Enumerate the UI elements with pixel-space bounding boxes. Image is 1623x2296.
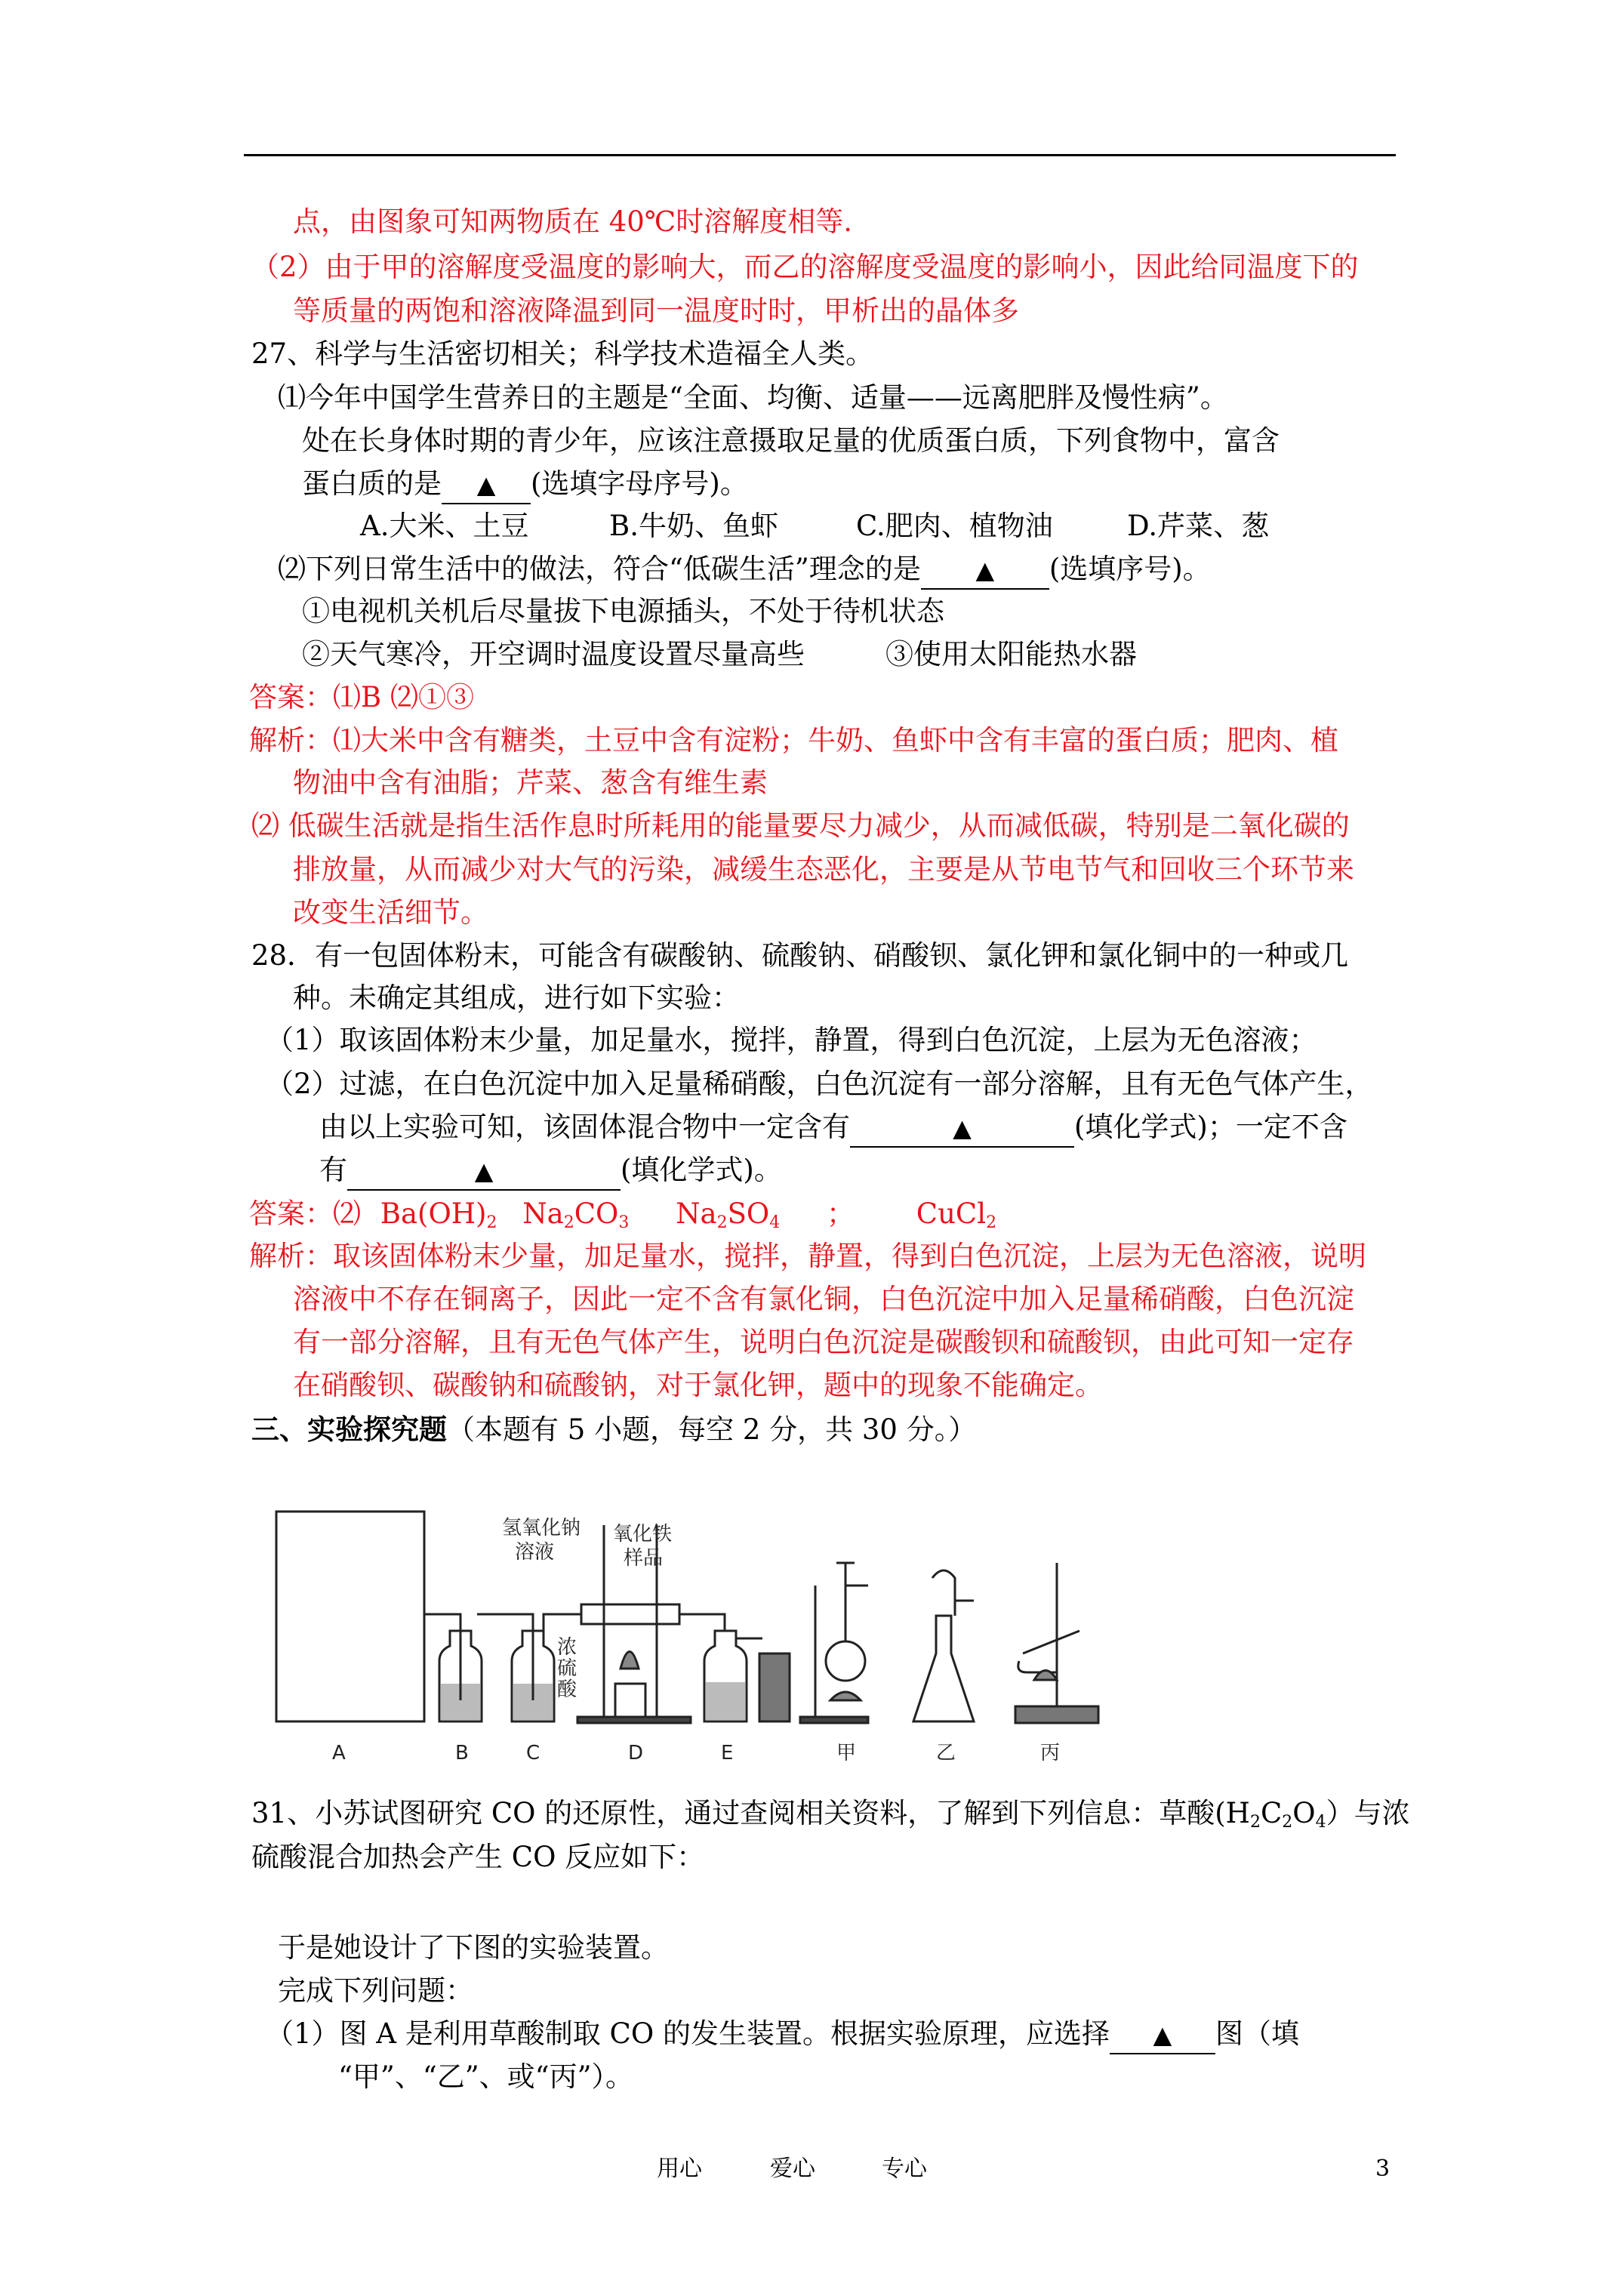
label-naoh-1: 氢氧化钠: [502, 1517, 581, 1539]
q31-line-5-pre: （1）图 A 是利用草酸制取 CO 的发生装置。根据实验原理，应选择: [266, 2017, 1110, 2050]
formula-2-sub2: 3: [618, 1213, 630, 1232]
blank-triangle-icon: ▲: [474, 1157, 494, 1185]
q27-item-3: ③使用太阳能热水器: [885, 638, 1137, 670]
q27-item-2: ②天气寒冷，开空调时温度设置尽量高些: [302, 638, 805, 670]
answer-blank-2[interactable]: [921, 551, 1049, 590]
q27-p2-line: [278, 551, 1211, 590]
apparatus-bing: [1015, 1563, 1098, 1723]
q28-analysis-3: 有一部分溶解，且有无色气体产生，说明白色沉淀是碳酸钡和硫酸钡，由此可知一定存: [293, 1326, 1354, 1358]
answer-blank-1[interactable]: [442, 466, 531, 504]
header-rule: [244, 154, 1396, 156]
q28-step-1: （1）取该固体粉末少量，加足量水，搅拌，静置，得到白色沉淀，上层为无色溶液；: [266, 1024, 1317, 1056]
top-line-3: 等质量的两饱和溶液降温到同一温度时时，甲析出的晶体多: [293, 294, 1019, 327]
answer-blank-5[interactable]: [1110, 2016, 1215, 2054]
formula-2-post: CO: [574, 1197, 619, 1230]
q31-sub-2: 2: [1282, 1813, 1293, 1832]
q28-line-1: 28．有一包固体粉末，可能含有碳酸钠、硫酸钠、硝酸钡、氯化钾和氯化铜中的一种或几: [251, 939, 1349, 972]
label-naoh-2: 溶液: [515, 1541, 555, 1564]
q27-p1-line1: ⑴今年中国学生营养日的主题是“全面、均衡、适量——远离肥胖及慢性病”。: [278, 381, 1228, 414]
q28-line-5-pre: 由以上实验可知，该固体混合物中一定含有: [319, 1111, 850, 1143]
section-3-title: 三、实验探究题: [251, 1413, 447, 1446]
blank-triangle-icon: ▲: [476, 470, 496, 499]
q28-line-6-pre: 有: [319, 1154, 347, 1186]
q31-line-5: [266, 2016, 1299, 2054]
answer-blank-4[interactable]: [347, 1152, 621, 1191]
label-acid-3: 酸: [557, 1678, 577, 1701]
q28-analysis-4: 在硝酸钡、碳酸钠和硫酸钠，对于氯化钾，题中的现象不能确定。: [293, 1369, 1103, 1401]
apparatus-figure: [272, 1502, 1374, 1771]
q28-line-5: [319, 1109, 1347, 1148]
apparatus-yi: [913, 1570, 974, 1721]
q28-answer-label: 答案：⑵: [249, 1197, 361, 1230]
q27-analysis-1: 解析：⑴大米中含有糖类，土豆中含有淀粉；牛奶、鱼虾中含有丰富的蛋白质；肥肉、植: [249, 724, 1338, 757]
q31-mid2: O: [1292, 1797, 1316, 1829]
footer-item-2: 爱心: [770, 2156, 815, 2182]
answer-separator: ；: [827, 1197, 855, 1230]
q31-line-6: “甲”、“乙”、或“丙”）。: [338, 2060, 633, 2093]
page-number: 3: [1375, 2156, 1390, 2182]
q28-line-6-post: (填化学式)。: [621, 1154, 782, 1186]
q31-sub-3: 4: [1315, 1813, 1326, 1832]
q31-mid: C: [1260, 1797, 1283, 1829]
q27-title: 27、科学与生活密切相关；科学技术造福全人类。: [251, 337, 874, 370]
blank-triangle-icon: ▲: [1153, 2020, 1172, 2049]
top-line-2: （2）由于甲的溶解度受温度的影响大，而乙的溶解度受温度的影响小，因此给同温度下的: [251, 251, 1359, 283]
section-3-heading: [251, 1411, 976, 1448]
q28-line-6: [319, 1152, 782, 1191]
label-c: C: [526, 1742, 540, 1764]
q28-line-2: 种。未确定其组成，进行如下实验：: [293, 982, 740, 1014]
q28-answer: [249, 1196, 996, 1232]
q27-option-d: D.芹菜、葱: [1127, 510, 1270, 542]
label-acid-2: 硫: [557, 1657, 577, 1680]
q31-line-2: 硫酸混合加热会产生 CO 反应如下：: [251, 1841, 705, 1873]
blank-triangle-icon: ▲: [975, 556, 995, 584]
q31-line-1-post: ）与浓: [1326, 1797, 1410, 1829]
wash-bottle-b: [424, 1614, 482, 1721]
q31-line-1-pre: 31、小苏试图研究 CO 的还原性，通过查阅相关资料，了解到下列信息：草酸(H: [251, 1797, 1250, 1829]
q27-analysis-4: 排放量，从而减少对大气的污染，减缓生态恶化，主要是从节电节气和回收三个环节来: [293, 853, 1354, 886]
formula-4-sub: 2: [986, 1213, 997, 1232]
formula-2-sub: 2: [563, 1213, 574, 1232]
label-fe2o3-1: 氧化铁: [613, 1523, 673, 1546]
label-bing: 丙: [1040, 1742, 1061, 1764]
q27-option-c: C.肥肉、植物油: [856, 510, 1053, 542]
label-a: A: [332, 1742, 346, 1764]
wash-bottle-e: [704, 1631, 790, 1721]
label-yi: 乙: [936, 1742, 956, 1764]
q31-sub-1: 2: [1249, 1813, 1261, 1832]
footer-item-3: 专心: [882, 2156, 927, 2182]
apparatus-a-box: [276, 1512, 424, 1721]
q27-option-a: A.大米、土豆: [360, 510, 529, 542]
q31-line-4: 完成下列问题：: [278, 1974, 473, 2007]
q31-line-1: [251, 1795, 1410, 1832]
blank-triangle-icon: ▲: [953, 1114, 972, 1142]
q27-option-b: B.牛奶、鱼虾: [609, 510, 778, 542]
label-acid-1: 浓: [557, 1636, 577, 1659]
answer-blank-3[interactable]: [850, 1109, 1074, 1148]
formula-3: Na: [676, 1197, 717, 1230]
label-d: D: [628, 1742, 644, 1764]
formula-1-sub: 2: [486, 1213, 497, 1232]
q27-p2-post: (选填序号)。: [1049, 553, 1211, 585]
label-fe2o3-2: 样品: [624, 1547, 664, 1570]
q28-analysis-2: 溶液中不存在铜离子，因此一定不含有氯化铜，白色沉淀中加入足量稀硝酸，白色沉淀: [293, 1283, 1354, 1315]
footer-item-1: 用心: [657, 2156, 702, 2182]
q27-p2-pre: ⑵下列日常生活中的做法，符合“低碳生活”理念的是: [278, 553, 921, 585]
formula-2: Na: [522, 1197, 564, 1230]
q27-p1-line3: [302, 466, 748, 504]
section-3-note: （本题有 5 小题，每空 2 分，共 30 分。）: [447, 1413, 977, 1446]
label-e: E: [721, 1742, 734, 1764]
apparatus-jia: [800, 1563, 868, 1723]
q31-line-3: 于是她设计了下图的实验装置。: [278, 1931, 669, 1964]
q27-analysis-2: 物油中含有油脂；芹菜、葱含有维生素: [293, 766, 768, 799]
label-b: B: [455, 1742, 469, 1764]
q27-p1-line2: 处在长身体时期的青少年，应该注意摄取足量的优质蛋白质，下列食物中，富含: [302, 424, 1280, 457]
q28-step-2: （2）过滤，在白色沉淀中加入足量稀硝酸，白色沉淀有一部分溶解，且有无色气体产生，: [266, 1068, 1373, 1100]
formula-4: CuCl: [916, 1197, 987, 1230]
q27-item-1: ①电视机关机后尽量拔下电源插头，不处于待机状态: [302, 595, 944, 627]
q27-analysis-5: 改变生活细节。: [293, 896, 488, 929]
label-jia: 甲: [836, 1742, 857, 1764]
formula-3-post: SO: [727, 1197, 770, 1230]
q28-line-5-post: (填化学式)；一定不含: [1074, 1111, 1347, 1143]
formula-3-sub2: 4: [769, 1213, 781, 1232]
q27-answer: 答案：⑴B ⑵①③: [249, 681, 474, 713]
q27-p1-line3-pre: 蛋白质的是: [302, 467, 442, 500]
formula-1: Ba(OH): [380, 1197, 487, 1230]
q27-p1-line3-post: (选填字母序号)。: [531, 467, 748, 500]
q27-analysis-3: ⑵ 低碳生活就是指生活作息时所耗用的能量要尽力减少，从而减低碳，特别是二氧化碳的: [251, 809, 1350, 842]
q28-analysis-1: 解析：取该固体粉末少量，加足量水，搅拌，静置，得到白色沉淀，上层为无色溶液，说明: [249, 1240, 1366, 1272]
top-line-1: 点，由图象可知两物质在 40℃时溶解度相等.: [293, 205, 852, 238]
formula-3-sub: 2: [716, 1213, 728, 1232]
q31-line-5-post: 图（填: [1215, 2017, 1299, 2050]
